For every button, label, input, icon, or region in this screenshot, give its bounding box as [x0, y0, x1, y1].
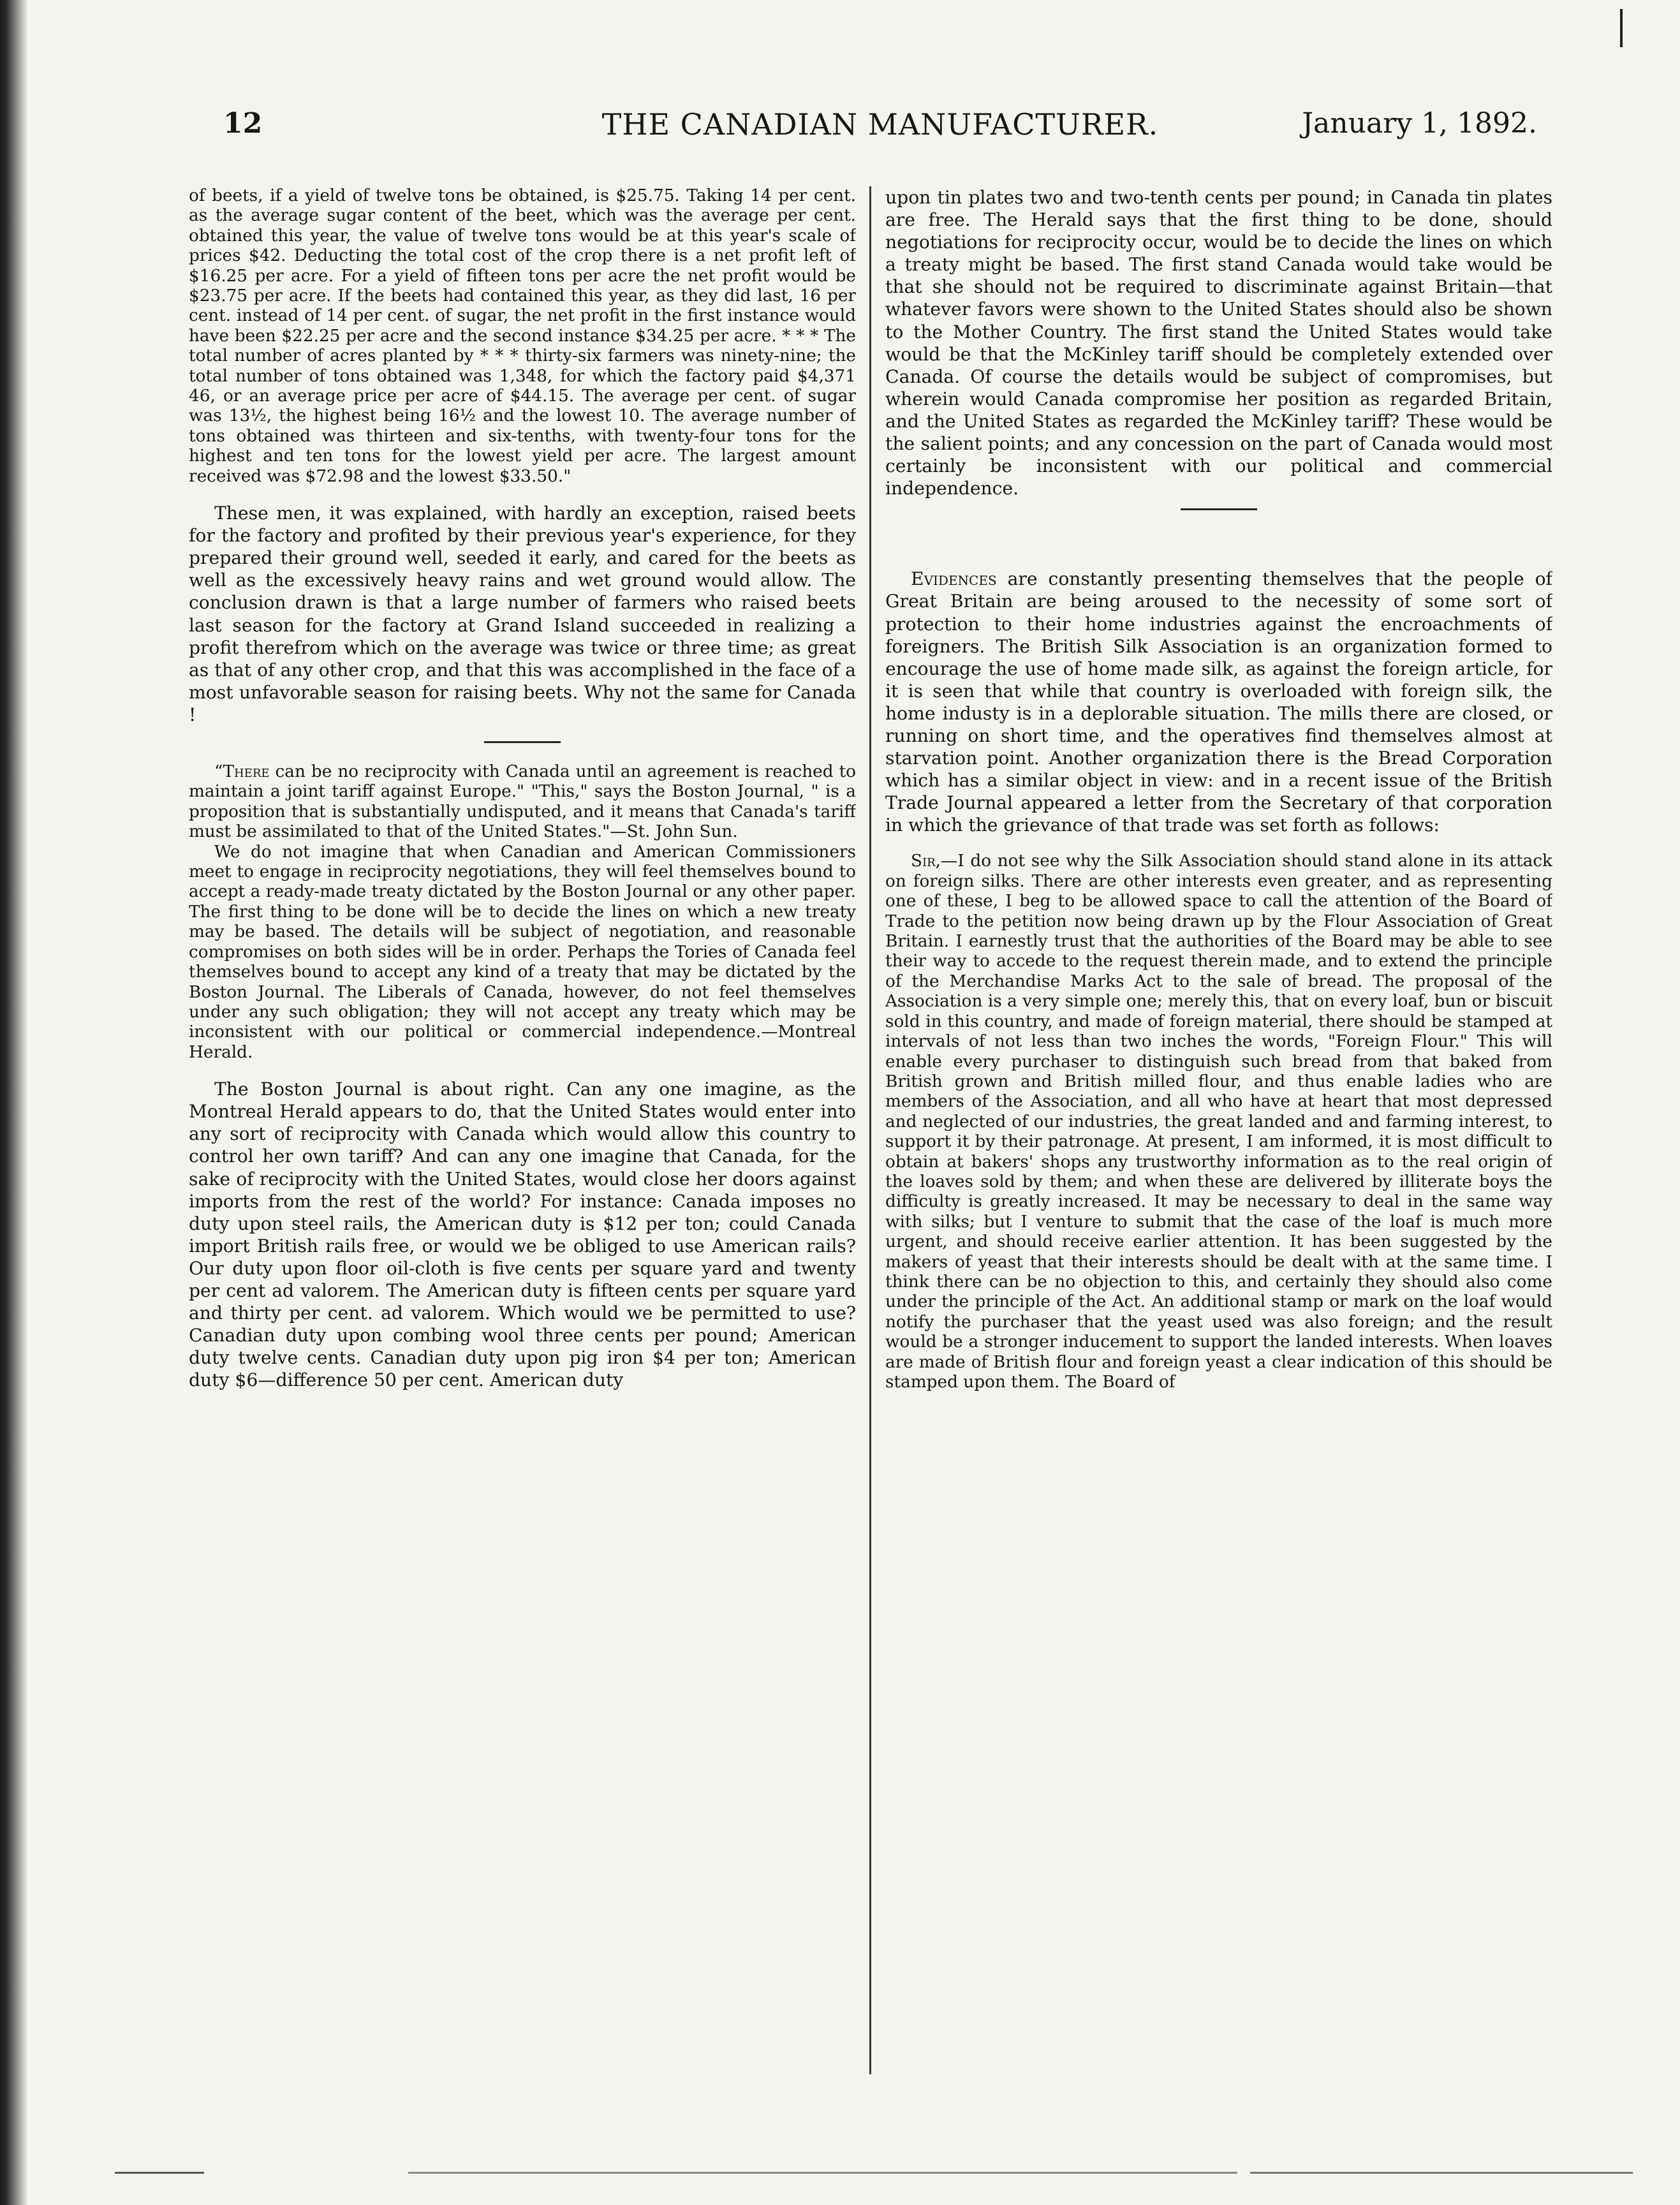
scan-mark — [1620, 9, 1623, 47]
left-column — [189, 186, 856, 2119]
editorial-continued-paragraph: upon tin plates two and two-tenth cents per pound; in Canada tin plates are free. The Herald says that the first thing to be done, should negotiations for reciprocity occur, would be to decide the lines on which a treaty might be based. The first stand Canada would take would be that she should not be required to discriminate against Britain—that whatever favors were shown to the United States should also be shown to the Mother Country. The first stand the United States would take would be that the McKinley tariff should be completely extended over Canada. Of course the details would be subject of compromises, but wherein would Canada compromise her position as regarded Britain, and the United States as regarded the McKinley tariff? These would be the salient points; and any concession on the part of Canada would most certainly be inconsistent with our political and commercial independence. — [885, 187, 1552, 499]
right-column — [885, 186, 1552, 2119]
page-header — [223, 107, 1537, 145]
issue-date: January 1, 1892. — [1302, 107, 1537, 140]
beets-conclusion-paragraph: These men, it was explained, with hardly an exception, raised beets for the factory and profited by their previous year's experience, for they prepared their ground well, seeded it early, and cared for the beets as well as the excessively heavy rains and wet ground would allow. The conclusion drawn is that a large number of farmers who raised beets last season for the factory at Grand Island succeeded in realizing a profit therefrom which on the average was twice or three time; as great as that of any other crop, and that this was accomplished in the face of a most unfavorable season for raising beets. Why not the same for Canada ! — [189, 503, 856, 725]
bottom-scan-rule — [1250, 2172, 1633, 2174]
evidences-paragraph — [885, 568, 1552, 836]
publication-title: THE CANADIAN MANUFACTURER. — [601, 107, 1159, 142]
column-divider — [869, 186, 871, 2074]
herald-reply-paragraph: We do not imagine that when Canadian and American Commissioners meet to engage in reciprocity negotiations, they will feel themselves bound to accept a ready-made treaty dictated by the Boston Journal or any other paper. The first thing to be done will be to decide the lines on which a new treaty may be based. The details will be subject of negotiation, and reasonable compromises on both sides will be in order. Perhaps the Tories of Canada feel themselves bound to accept any kind of a treaty that may be dictated by the Boston Journal. The Liberals of Canada, however, do not feel themselves under any such obligation; they will not accept any treaty which may be inconsistent with our political or commercial independence.—Montreal Herald. — [189, 842, 856, 1062]
article-separator — [1181, 508, 1257, 510]
reciprocity-quote-paragraph: “There can be no reciprocity with Canada until an agreement is reached to maintain a joint tariff against Europe." "This," says the Boston Journal, " is a proposition that is substantially undisputed, and it means that Canada's tariff must be assimilated to that of the United States."—St. John Sun. — [189, 762, 856, 842]
page-number: 12 — [223, 107, 263, 140]
bottom-scan-rule — [408, 2172, 1237, 2174]
editorial-paragraph: The Boston Journal is about right. Can any one imagine, as the Montreal Herald appears to do, that the United States would enter into any sort of reciprocity with Canada which would allow this country to control her own tariff? And can any one imagine that Canada, for the sake of reciprocity with the United States, would close her doors against imports from the rest of the world? For instance: Canada imposes no duty upon steel rails, the American duty is $12 per ton; could Canada import British rails free, or would we be obliged to use American rails? Our duty upon floor oil-cloth is five cents per square yard and twenty per cent ad valorem. The American duty is fifteen cents per square yard and thirty per cent. ad valorem. Which would we be permitted to use? Canadian duty upon combing wool three cents per pound; American duty twelve cents. Canadian duty upon pig iron $4 per ton; American duty $6—difference 50 per cent. American duty — [189, 1079, 856, 1391]
scan-edge — [0, 0, 28, 2205]
reciprocity-quote-lead: There — [223, 762, 270, 782]
beets-quote-paragraph: of beets, if a yield of twelve tons be obtained, is $25.75. Taking 14 per cent. as the average sugar content of the beet, which was the average per cent. obtained this year, the value of twelve tons would be at this year's scale of prices $42. Deducting the total cost of the crop there is a net profit left of $16.25 per acre. For a yield of fifteen tons per acre the net profit would be $23.75 per acre. If the beets had contained this year, as they did last, 16 per cent. instead of 14 per cent. of sugar, the net profit in the first instance would have been $22.25 per acre and the second instance $34.25 per acre. * * * The total number of acres planted by * * * thirty-six farmers was ninety-nine; the total number of tons obtained was 1,348, for which the factory paid $4,371 46, or an average price per acre of $44.15. The average per cent. of sugar was 13½, the highest being 16½ and the lowest 10. The average number of tons obtained was thirteen and six-tenths, with twenty-four tons for the highest and ten tons for the lowest yield per acre. The largest amount received was $72.98 and the lowest $33.50." — [189, 186, 856, 486]
bottom-scan-rule — [115, 2172, 204, 2174]
article-separator — [484, 741, 561, 743]
letter-text: —I do not see why the Silk Association should stand alone in its attack on foreign silks. There are other interests even greater, and as representing one of these, I beg to be allowed space to call the attention of the Board of Trade to the petition now being drawn up by the Flour Association of Great Britain. I earnestly trust that the authorities of the Board may be able to see their way to accede to the request therein made, and to extend the principle of the Merchandise Marks Act to the sale of bread. The proposal of the Association is a very simple one; merely this, that on every loaf, bun or biscuit sold in this country, and made of foreign material, there should be stamped at intervals of not less than two inches the words, "Foreign Flour." This will enable every purchaser to distinguish such bread from that baked from British grown and British milled flour, and thus enable ladies who are members of the Association, and all who have at heart that most depressed and neglected of our industries, the great landed and and farming interest, to support it by their patronage. At present, I am informed, it is most difficult to obtain at bakers' shops any trustworthy information as to the real origin of the loaves sold by them; and when these are delivered by illiterate boys the difficulty is greatly increased. It may be necessary to deal in the same way with silks; but I venture to submit that the case of the loaf is much more urgent, and should receive earlier attention. It has been suggested by the makers of yeast that their interests should be dealt with at the same time. I think there can be no objection to this, and certainly they should also come under the principle of the Act. An additional stamp or mark on the loaf would notify the purchaser that the yeast used was also foreign; and the result would be a stronger inducement to support the landed interests. When loaves are made of British flour and foreign yeast a clear indication of this should be stamped upon them. The Board of — [885, 852, 1552, 1392]
letter-salutation: Sir, — [911, 852, 941, 871]
reciprocity-quote-text: can be no reciprocity with Canada until an agreement is reached to maintain a joint tariff against Europe." "This," says the Boston Journal, " is a proposition that is substantially undisputed, and it means that Canada's tariff must be assimilated to that of the United States."—St. John Sun. — [189, 762, 856, 842]
evidences-lead: Evidences — [911, 568, 997, 590]
letter-paragraph — [885, 852, 1552, 1392]
evidences-text: are constantly presenting themselves that the people of Great Britain are being aroused to the necessity of some sort of protection to their home industries against the encroachments of foreigners. The British Silk Association is an organization formed to encourage the use of home made silk, as against the foreign article, for it is seen that while that country is overloaded with foreign silk, the home industy is in a deplorable situation. The mills there are closed, or running on short time, and the operatives find themselves almost at starvation point. Another organization there is the Bread Corporation which has a similar object in view: and in a recent issue of the British Trade Journal appeared a letter from the Secretary of that corporation in which the grievance of that trade was set forth as follows: — [885, 568, 1552, 836]
